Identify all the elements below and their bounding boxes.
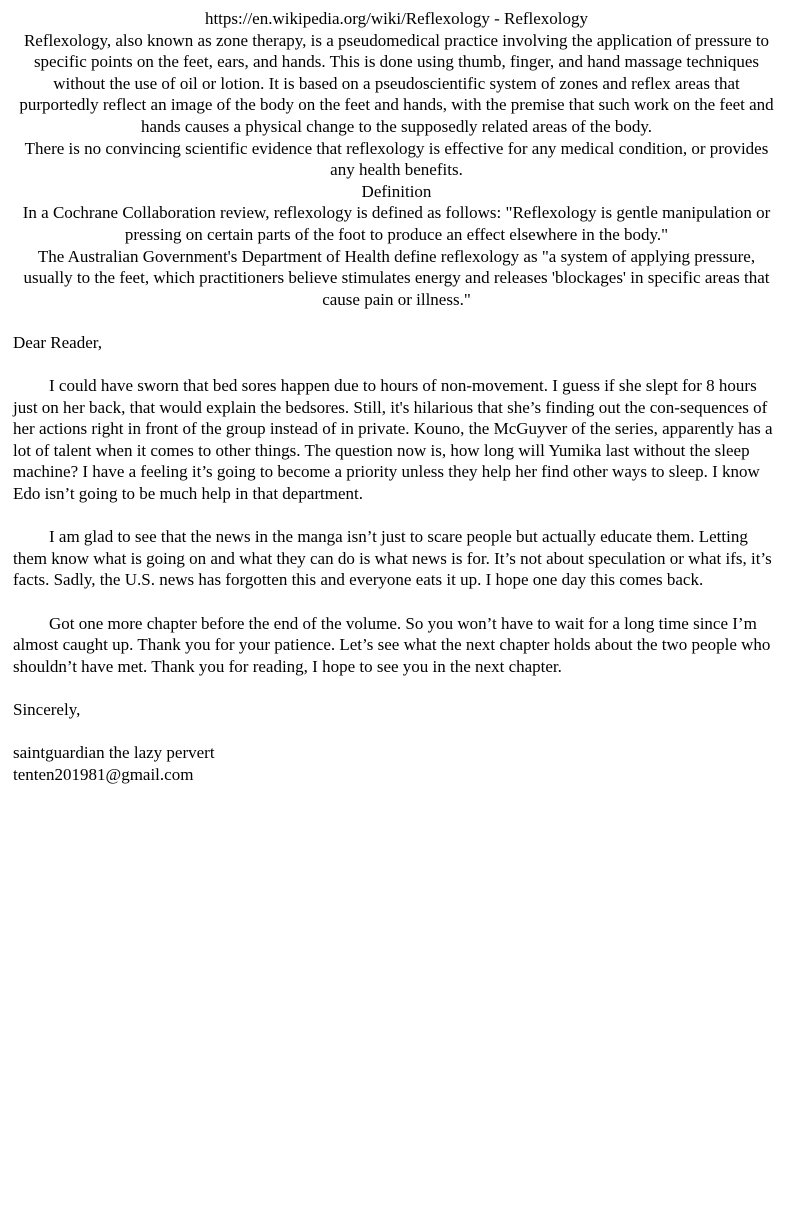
letter-paragraph-2: I am glad to see that the news in the manga isn’t just to scare people but actually educate them. Letting them know what is going on and what they can do is what news is for. It’s not about speculation or what ifs, it’s facts. Sadly, the U.S. news has forgotten this and everyone eats it up. I hope one day this comes back. [13, 527, 772, 590]
letter-paragraph-1: I could have sworn that bed sores happen due to hours of non-movement. I guess if she slept for 8 hours just on her back, that would explain the bedsores. Still, it's hilarious that she’s finding out the con-sequences of her actions right in front of the group instead of in private. Kouno, the McGuyver of the series, apparently has a lot of talent when it comes to other things. The question now is, how long will Yumika last without the sleep machine? I have a feeling it’s going to become a priority unless they help her find other ways to sleep. I know Edo isn’t going to be much help in that department. [13, 376, 773, 504]
signature-block [13, 742, 780, 785]
source-line: https://en.wikipedia.org/wiki/Reflexology - Reflexology [204, 9, 589, 28]
letter-paragraph-3: Got one more chapter before the end of the volume. So you won’t have to wait for a long time since I’m almost caught up. Thank you for your patience. Let’s see what the next chapter holds about the two people who shouldn’t have met. Thank you for reading, I hope to see you in the next chapter. [13, 613, 771, 676]
letter-block [13, 332, 780, 785]
signature-name: saintguardian the lazy pervert [13, 743, 215, 763]
letter-closing: Sincerely, [13, 700, 81, 719]
definition-paragraph-2: The Australian Government's Department of Health define reflexology as "a system of applying pressure, usually to the feet, which practitioners believe stimulates energy and releases 'blockages' in specific areas that cause pain or illness." [23, 246, 770, 309]
signature-email: tenten201981@gmail.com [13, 764, 194, 784]
section-heading-definition: Definition [361, 181, 432, 201]
intro-paragraph-2: There is no convincing scientific evidence that reflexology is effective for any medical condition, or provides any health benefits. [24, 138, 769, 180]
letter-greeting: Dear Reader, [13, 332, 102, 352]
intro-paragraph-1: Reflexology, also known as zone therapy, is a pseudomedical practice involving the application of pressure to specific points on the feet, ears, and hands. This is done using thumb, finger, and hand massage techniques without the use of oil or lotion. It is based on a pseudoscientific system of zones and reflex areas that purportedly reflect an image of the body on the feet and hands, with the premise that such work on the feet and hands causes a physical change to the supposedly related areas of the body. [19, 30, 774, 136]
reference-block [13, 8, 780, 310]
definition-paragraph-1: In a Cochrane Collaboration review, reflexology is defined as follows: "Reflexology is gentle manipulation or pressing on certain parts of the foot to produce an effect elsewhere in the body." [22, 203, 771, 244]
